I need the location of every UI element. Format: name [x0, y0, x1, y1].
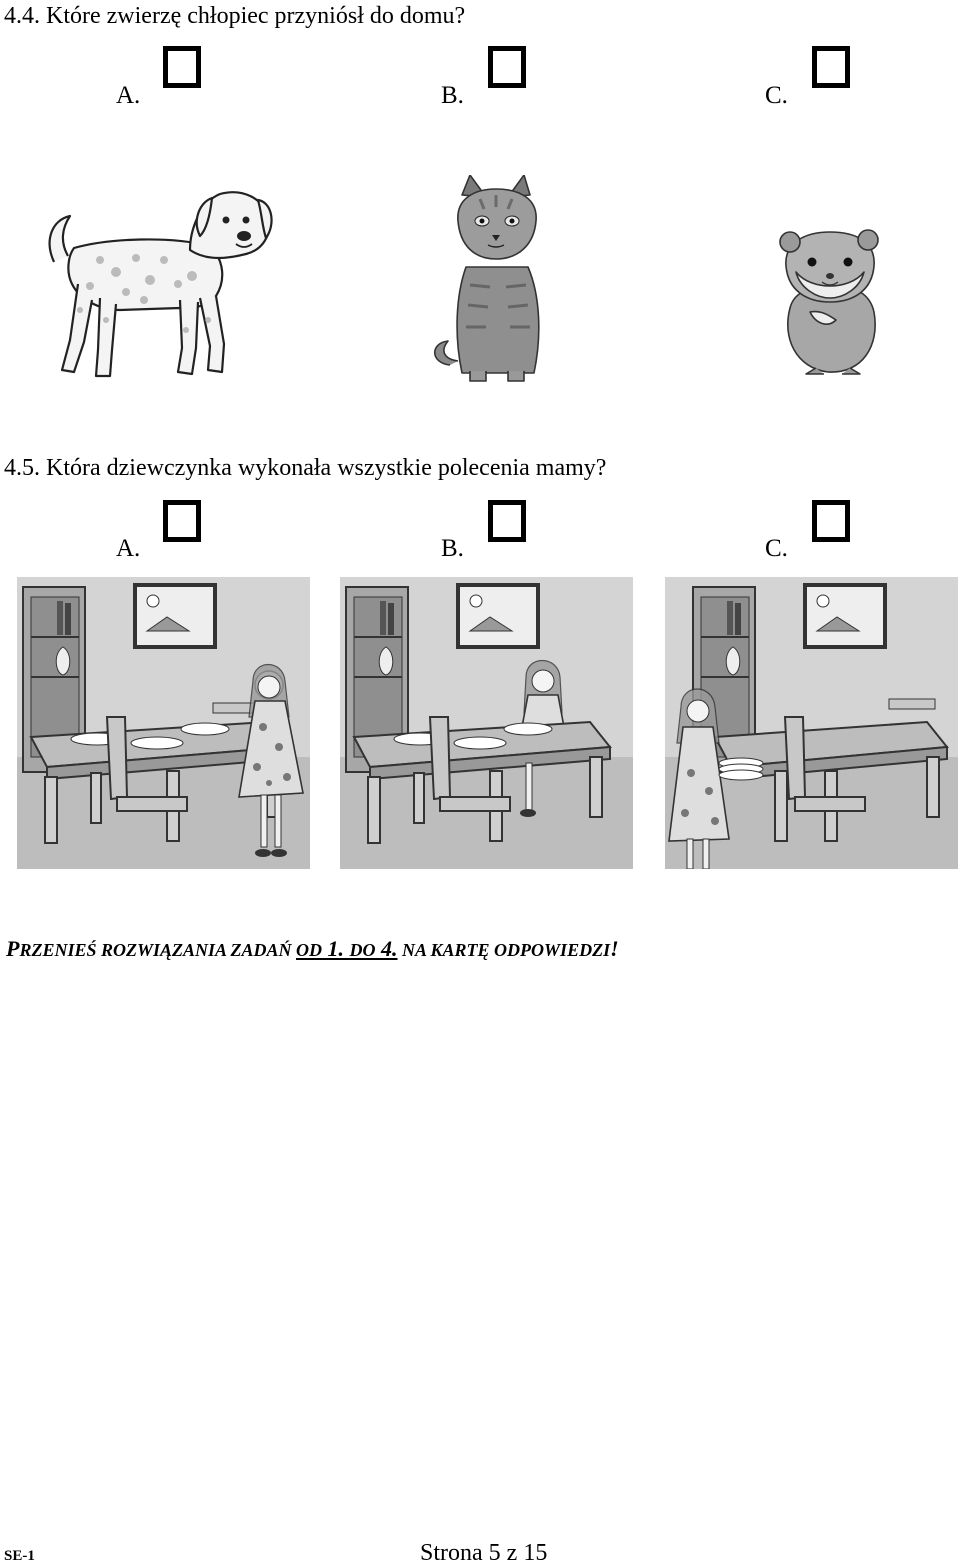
question-number: 4.4.: [4, 3, 40, 29]
answer-checkbox-4-5-c[interactable]: [812, 500, 850, 542]
exam-code: SE-1: [4, 1548, 35, 1564]
page-number: Strona 5 z 15: [420, 1540, 548, 1566]
option-label-c: C.: [765, 82, 788, 109]
question-text: Która dziewczynka wykonała wszystkie polecenia mamy?: [46, 455, 607, 481]
option-label-a: A.: [116, 535, 141, 562]
answer-checkbox-4-5-a[interactable]: [163, 500, 201, 542]
option-label-c: C.: [765, 535, 788, 562]
dining-scene-c-image: [665, 577, 958, 869]
hamster-icon: [776, 228, 886, 378]
option-label-b: B.: [441, 82, 464, 109]
dining-scene-b-image: [340, 577, 633, 869]
answer-checkbox-4-4-a[interactable]: [163, 46, 201, 88]
question-4-5: [4, 454, 606, 482]
transfer-answers-notice: PRZENIEŚ ROZWIĄZANIA ZADAŃ OD 1. DO 4. NA KARTĘ ODPOWIEDZI!: [6, 936, 619, 961]
question-4-4: [4, 2, 465, 30]
dog-icon: [40, 180, 280, 390]
cat-icon: [430, 175, 560, 390]
option-label-a: A.: [116, 82, 141, 109]
answer-checkbox-4-4-c[interactable]: [812, 46, 850, 88]
question-number: 4.5.: [4, 455, 40, 481]
dining-scene-a-image: [17, 577, 310, 869]
question-text: Które zwierzę chłopiec przyniósł do domu?: [46, 3, 466, 29]
answer-checkbox-4-5-b[interactable]: [488, 500, 526, 542]
option-label-b: B.: [441, 535, 464, 562]
answer-checkbox-4-4-b[interactable]: [488, 46, 526, 88]
